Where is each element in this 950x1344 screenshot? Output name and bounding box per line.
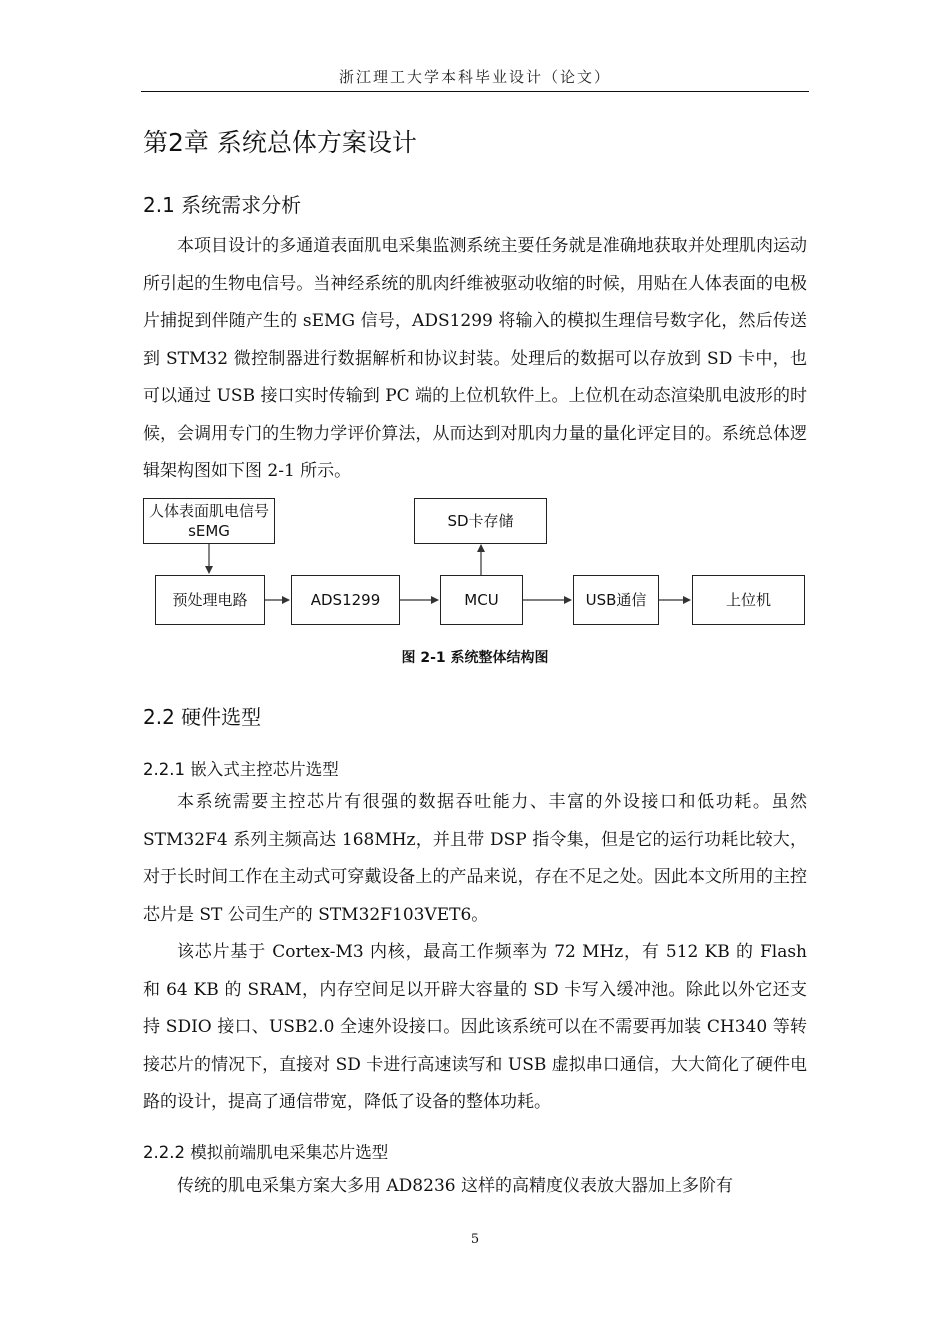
node-semg: 人体表面肌电信号 sEMG [143,498,275,544]
node-usb: USB通信 [573,575,659,625]
header-rule [141,91,809,92]
subsection-2-2-1-title: 2.2.1 嵌入式主控芯片选型 [143,760,339,779]
node-preprocess: 预处理电路 [155,575,265,625]
node-mcu: MCU [440,575,523,625]
section-2-1-paragraph: 本项目设计的多通道表面肌电采集监测系统主要任务就是准确地获取并处理肌肉运动所引起的生物电信号。当神经系统的肌肉纤维被驱动收缩的时候，用贴在人体表面的电极片捕捉到伴随产生的 sEMG 信号，ADS1299 将输入的模拟生理信号数字化，然后传送到 STM32 微控制器进行数据解析和协议封装。处理后的数据可以存放到 SD 卡中，也可以通过 USB 接口实时传输到 PC 端的上位机软件上。上位机在动态渲染肌电波形的时候，会调用专门的生物力学评价算法，从而达到对肌肉力量的量化评定目的。系统总体逻辑架构图如下图 2-1 所示。 [143,236,807,481]
section-2-2-title: 2.2 硬件选型 [143,705,262,729]
running-header: 浙江理工大学本科毕业设计（论文） [338,68,611,86]
subsection-2-2-1-paragraph-1: 本系统需要主控芯片有很强的数据吞吐能力、丰富的外设接口和低功耗。虽然 STM32F4 系列主频高达 168MHz，并且带 DSP 指令集，但是它的运行功耗比较大，对于长时间工作在主动式可穿戴设备上的产品来说，存在不足之处。因此本文所用的主控芯片是 ST 公司生产的 STM32F103VET6。 [143,792,807,925]
subsection-2-2-1-paragraph-2: 该芯片基于 Cortex-M3 内核，最高工作频率为 72 MHz，有 512 KB 的 Flash 和 64 KB 的 SRAM，内存空间足以开辟大容量的 SD 卡写入缓冲池。除此以外它还支持 SDIO 接口、USB2.0 全速外设接口。因此该系统可以在不需要再加装 CH340 等转接芯片的情况下，直接对 SD 卡进行高速读写和 USB 虚拟串口通信，大大简化了硬件电路的设计，提高了通信带宽，降低了设备的整体功耗。 [143,942,807,1112]
node-ads1299: ADS1299 [291,575,400,625]
node-sd-storage: SD卡存储 [414,498,547,544]
figure-caption: 图 2-1 系统整体结构图 [401,650,549,666]
node-host: 上位机 [692,575,805,625]
page-number: 5 [470,1232,480,1247]
section-2-1-title: 2.1 系统需求分析 [143,193,302,217]
chapter-title: 第2章 系统总体方案设计 [143,128,417,157]
system-structure-diagram [143,496,813,631]
subsection-2-2-2-title: 2.2.2 模拟前端肌电采集芯片选型 [143,1143,389,1162]
subsection-2-2-2-paragraph-1: 传统的肌电采集方案大多用 AD8236 这样的高精度仪表放大器加上多阶有 [177,1176,733,1196]
